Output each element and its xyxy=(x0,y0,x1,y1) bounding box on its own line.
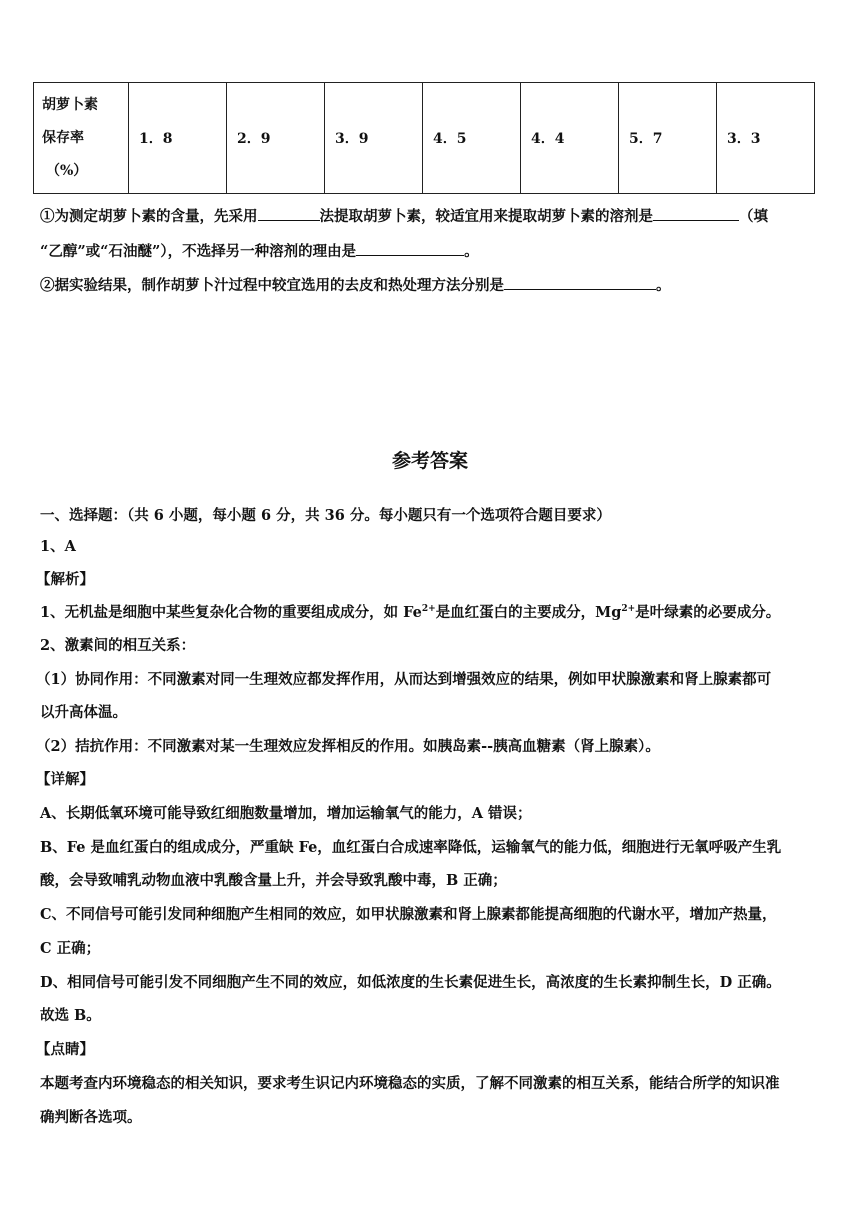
comment-text-cont: 确判断各选项。 xyxy=(40,1109,142,1126)
question-1-line-1 xyxy=(40,205,768,226)
question-text: 。 xyxy=(464,243,479,260)
row-header xyxy=(34,83,129,194)
table-cell: 4．4 xyxy=(521,83,619,194)
final-choice: 故选 B。 xyxy=(40,1007,101,1024)
question-text: “乙醇”或“石油醚”），不选择另一种溶剂的理由是 xyxy=(40,243,357,260)
detail-label: 【详解】 xyxy=(36,771,94,788)
question-text: ①为测定胡萝卜素的含量，先采用 xyxy=(40,208,258,225)
analysis-point-2-1: （1）协同作用：不同激素对同一生理效应都发挥作用，从而达到增强效应的结果，例如甲状腺激素和肾上腺素都可 xyxy=(36,671,772,688)
question-1-line-2 xyxy=(40,240,479,261)
carotene-table xyxy=(33,82,815,194)
table-cell: 3．3 xyxy=(717,83,815,194)
question-text: 。 xyxy=(656,277,671,294)
detail-a: A、长期低氧环境可能导致红细胞数量增加，增加运输氧气的能力，A 错误； xyxy=(40,805,532,822)
detail-c-cont: C 正确； xyxy=(40,940,101,957)
answer-blank xyxy=(504,275,656,290)
analysis-point-2-2: （2）拮抗作用：不同激素对某一生理效应发挥相反的作用。如胰岛素--胰高血糖素（肾上腺素）。 xyxy=(36,738,660,755)
paragraph-text: 是血红蛋白的主要成分，Mg xyxy=(435,604,622,621)
question-text: 法提取胡萝卜素，较适宜用来提取胡萝卜素的溶剂是 xyxy=(319,208,653,225)
table-cell: 1．8 xyxy=(129,83,227,194)
paragraph-text: 是叶绿素的必要成分。 xyxy=(635,604,781,621)
header-line: （%） xyxy=(46,162,88,179)
table-cell: 4．5 xyxy=(423,83,521,194)
paragraph-text: 1、无机盐是细胞中某些复杂化合物的重要组成成分，如 Fe xyxy=(40,604,422,621)
page-title: 参考答案 xyxy=(391,450,468,472)
table-cell: 5．7 xyxy=(619,83,717,194)
detail-c: C、不同信号可能引发同种细胞产生相同的效应，如甲状腺激素和肾上腺素都能提高细胞的代谢水平，增加产热量， xyxy=(40,906,777,923)
analysis-point-1 xyxy=(40,601,780,622)
table-row xyxy=(34,83,815,194)
question-2-line xyxy=(40,274,671,295)
question-label: 1、A xyxy=(40,538,76,555)
section-heading: 一、选择题：（共 6 小题，每小题 6 分，共 36 分。每小题只有一个选项符合题目要求） xyxy=(40,507,611,524)
detail-d: D、相同信号可能引发不同细胞产生不同的效应，如低浓度的生长素促进生长，高浓度的生长素抑制生长，D 正确。 xyxy=(40,974,781,991)
comment-text: 本题考查内环境稳态的相关知识，要求考生识记内环境稳态的实质，了解不同激素的相互关系，能结合所学的知识准 xyxy=(40,1075,780,1092)
answer-blank xyxy=(653,206,739,221)
detail-b-cont: 酸，会导致哺乳动物血液中乳酸含量上升，并会导致乳酸中毒，B 正确； xyxy=(40,872,507,889)
question-text: （填 xyxy=(739,208,768,225)
detail-b: B、Fe 是血红蛋白的组成成分，严重缺 Fe，血红蛋白合成速率降低，运输氧气的能力低，细胞进行无氧呼吸产生乳 xyxy=(40,839,782,856)
table-cell: 2．9 xyxy=(227,83,325,194)
superscript: 2+ xyxy=(621,604,636,614)
comment-label: 【点睛】 xyxy=(36,1041,94,1058)
analysis-point-2: 2、激素间的相互关系： xyxy=(40,637,196,654)
question-text: ②据实验结果，制作胡萝卜汁过程中较宜选用的去皮和热处理方法分别是 xyxy=(40,277,504,294)
header-line: 保存率 xyxy=(42,129,84,146)
analysis-point-2-1-cont: 以升高体温。 xyxy=(40,704,127,721)
header-line: 胡萝卜素 xyxy=(42,96,98,113)
table-cell: 3．9 xyxy=(325,83,423,194)
answer-blank xyxy=(258,206,320,221)
superscript: 2+ xyxy=(421,604,436,614)
analysis-label: 【解析】 xyxy=(36,571,94,588)
answer-blank xyxy=(356,241,464,256)
